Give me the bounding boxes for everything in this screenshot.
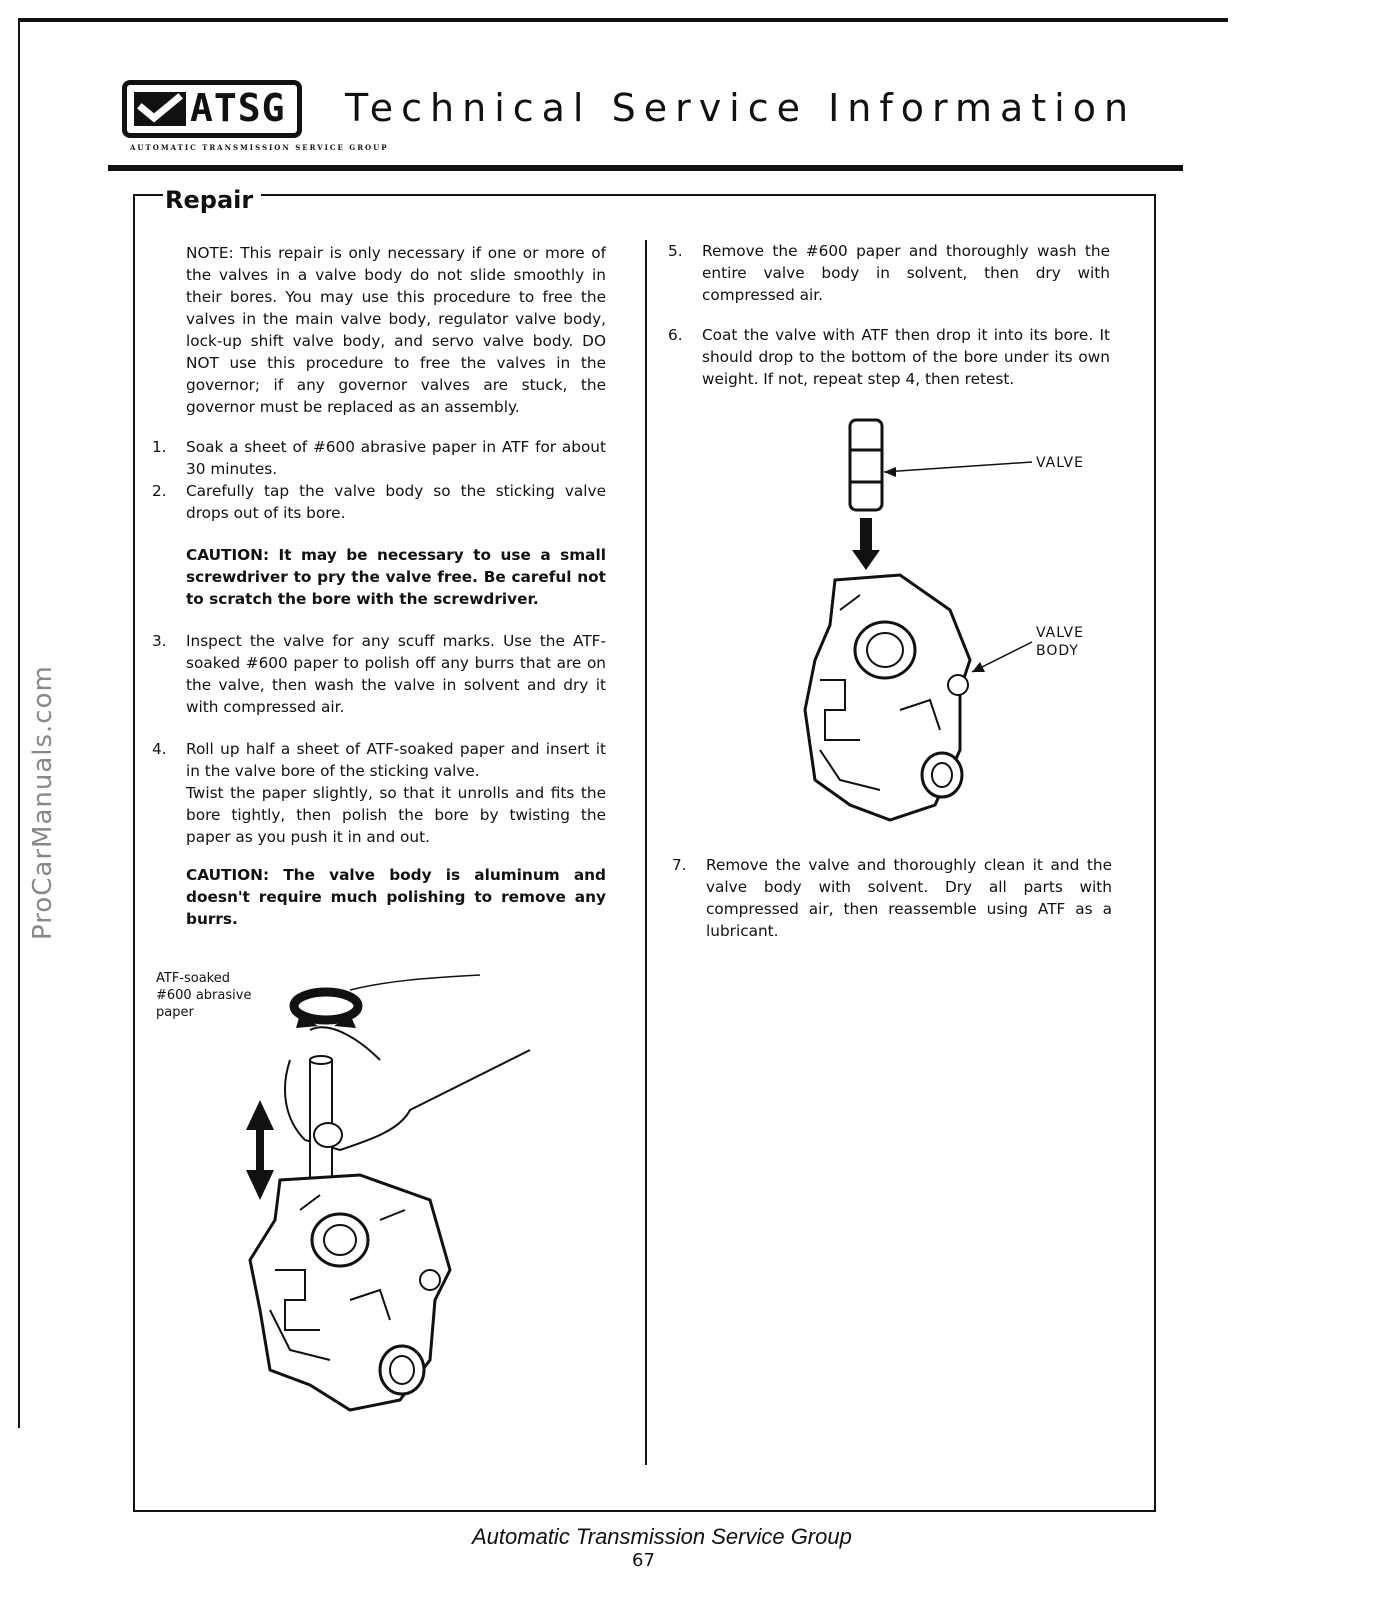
figure-label-line: paper bbox=[156, 1005, 194, 1020]
step-number: 7. bbox=[672, 856, 687, 874]
step-text: Roll up half a sheet of ATF-soaked paper and insert it in the valve bore of the sticking valve. bbox=[186, 740, 606, 780]
step-4 bbox=[186, 738, 606, 848]
logo-checkmark-block bbox=[134, 92, 186, 126]
figure-label-line: ATF-soaked bbox=[156, 971, 231, 986]
step-3 bbox=[186, 630, 606, 718]
step-number: 6. bbox=[668, 326, 683, 344]
step-6 bbox=[702, 324, 1110, 390]
callout-line: BODY bbox=[1036, 643, 1079, 659]
checkmark-icon bbox=[134, 92, 186, 126]
callout-valve: VALVE bbox=[1036, 455, 1084, 471]
footer-org: Automatic Transmission Service Group bbox=[472, 1524, 852, 1549]
left-border bbox=[18, 18, 20, 1428]
step-number: 3. bbox=[152, 632, 167, 650]
page-number: 67 bbox=[632, 1550, 655, 1571]
logo-tagline: AUTOMATIC TRANSMISSION SERVICE GROUP bbox=[130, 143, 389, 152]
step-text: Soak a sheet of #600 abrasive paper in ATF for about 30 minutes. bbox=[186, 438, 606, 478]
step-number: 2. bbox=[152, 482, 167, 500]
step-7 bbox=[706, 854, 1112, 942]
top-border bbox=[18, 18, 1228, 22]
step-text: Remove the valve and thoroughly clean it and the valve body with solvent. Dry all parts with compressed air, then reassemble using ATF as a lubricant. bbox=[706, 856, 1112, 940]
caution-2 bbox=[186, 864, 606, 930]
caution-text: CAUTION: It may be necessary to use a small screwdriver to pry the valve free. Be careful not to scratch the bore with the screwdriver. bbox=[186, 546, 606, 608]
page-title: Technical Service Information bbox=[345, 86, 1137, 130]
watermark: ProCarManuals.com bbox=[28, 665, 58, 940]
step-2 bbox=[186, 480, 606, 524]
section-title: Repair bbox=[163, 186, 261, 214]
step-text: Coat the valve with ATF then drop it into its bore. It should drop to the bottom of the bore under its own weight. If not, repeat step 4, then retest. bbox=[702, 326, 1110, 388]
step-number: 1. bbox=[152, 438, 167, 456]
polishing-figure bbox=[230, 970, 550, 1450]
column-divider bbox=[645, 240, 647, 1465]
header-rule bbox=[108, 165, 1183, 171]
caution-text: CAUTION: The valve body is aluminum and doesn't require much polishing to remove any burrs. bbox=[186, 866, 606, 928]
valve-figure bbox=[800, 410, 1100, 830]
step-number: 5. bbox=[668, 242, 683, 260]
note-text: NOTE: This repair is only necessary if one or more of the valves in a valve body do not slide smoothly in their bores. You may use this procedure to free the valves in the main valve body, regulator valve body, lock-up shift valve body, and servo valve body. DO NOT use this procedure to free the valves in the governor; if any governor valves are stuck, the governor must be replaced as an assembly. bbox=[186, 244, 606, 416]
step-text: Inspect the valve for any scuff marks. Use the ATF-soaked #600 paper to polish off any burrs that are on the valve, then wash the valve in solvent and dry it with compressed air. bbox=[186, 632, 606, 716]
note-block bbox=[186, 242, 606, 418]
step-5 bbox=[702, 240, 1110, 306]
caution-1 bbox=[186, 544, 606, 610]
step-text: Remove the #600 paper and thoroughly wash the entire valve body in solvent, then dry with compressed air. bbox=[702, 242, 1110, 304]
callout-line: VALVE bbox=[1036, 625, 1084, 641]
step-text: Carefully tap the valve body so the sticking valve drops out of its bore. bbox=[186, 482, 606, 522]
step-text-cont: Twist the paper slightly, so that it unrolls and fits the bore tightly, then polish the bore by twisting the paper as you push it in and out. bbox=[186, 784, 606, 846]
step-1 bbox=[186, 436, 606, 480]
callout-valve-body bbox=[1036, 624, 1084, 660]
logo-text: ATSG bbox=[190, 86, 286, 130]
figure-label-line: #600 abrasive bbox=[156, 988, 252, 1003]
step-number: 4. bbox=[152, 740, 167, 758]
